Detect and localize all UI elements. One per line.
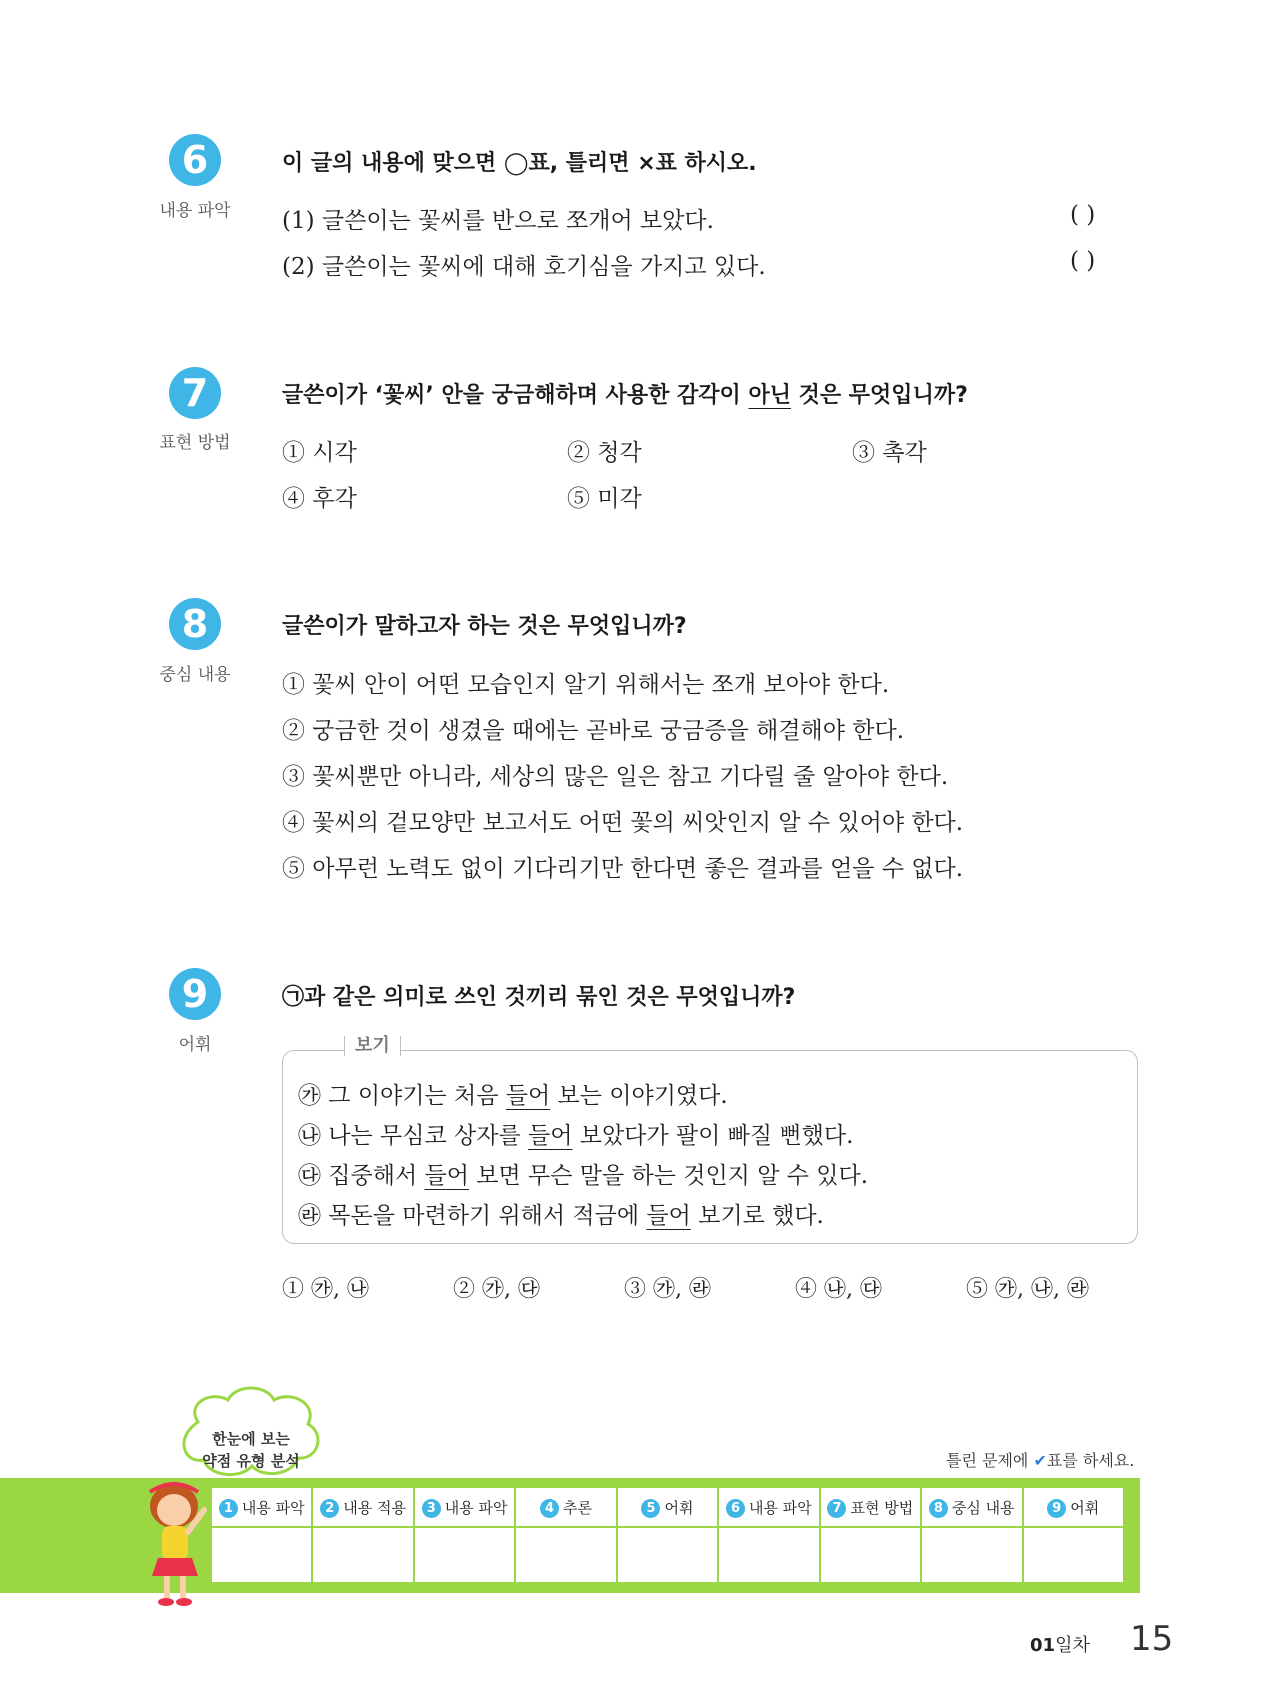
analysis-bubble-text: 한눈에 보는 약점 유형 분석 — [202, 1430, 300, 1470]
choice-1[interactable]: ① 꽃씨 안이 어떤 모습인지 알기 위해서는 쪼개 보아야 한다. — [282, 672, 890, 698]
question-category-6: 내용 파악 — [159, 201, 231, 221]
choice-4[interactable]: ④ ㉯, ㉰ — [795, 1277, 882, 1302]
choice-5[interactable]: ⑤ ㉮, ㉯, ㉱ — [966, 1277, 1089, 1302]
choice-1[interactable]: ① 시각 — [282, 440, 357, 466]
instruction-note: 틀린 문제에 ✔표를 하세요. — [946, 1451, 1135, 1470]
check-cell-3[interactable] — [414, 1527, 515, 1583]
page-number: 15 — [1130, 1619, 1174, 1659]
check-cell-9[interactable] — [1023, 1527, 1125, 1583]
choice-4[interactable]: ④ 후각 — [282, 486, 357, 512]
question-title-9: ㉠과 같은 의미로 쓰인 것끼리 묶인 것은 무엇입니까? — [282, 985, 796, 1010]
check-icon: ✔ — [1033, 1451, 1047, 1470]
column-header-4: 4 추론 — [515, 1487, 616, 1527]
choice-3[interactable]: ③ ㉮, ㉱ — [624, 1277, 711, 1302]
choice-4[interactable]: ④ 꽃씨의 겉모양만 보고서도 어떤 꽃의 씨앗인지 알 수 있어야 한다. — [282, 810, 964, 836]
column-header-2: 2 내용 적용 — [312, 1487, 413, 1527]
choice-2[interactable]: ② 궁금한 것이 생겼을 때에는 곧바로 궁금증을 해결해야 한다. — [282, 718, 905, 744]
girl-character-icon — [140, 1480, 210, 1610]
check-cell-2[interactable] — [312, 1527, 413, 1583]
check-cell-6[interactable] — [718, 1527, 819, 1583]
example-sentence-1: ㉮ 그 이야기는 처음 들어 보는 이야기였다. — [298, 1083, 728, 1109]
column-header-1: 1 내용 파악 — [211, 1487, 312, 1527]
example-sentence-4: ㉱ 목돈을 마련하기 위해서 적금에 들어 보기로 했다. — [298, 1203, 824, 1229]
example-box-label: 보기 — [344, 1036, 401, 1056]
question-category-9: 어휘 — [178, 1035, 212, 1055]
analysis-table — [210, 1486, 1125, 1584]
underlined-word: 아닌 — [748, 383, 791, 408]
statement-1: (1) 글쓴이는 꽃씨를 반으로 쪼개어 보았다. — [282, 208, 714, 234]
choice-3[interactable]: ③ 촉각 — [852, 440, 927, 466]
day-indicator: 01일차 — [1030, 1635, 1090, 1656]
answer-blank-2[interactable]: ( ) — [1070, 248, 1096, 274]
choice-5[interactable]: ⑤ 아무런 노력도 없이 기다리기만 한다면 좋은 결과를 얻을 수 없다. — [282, 856, 964, 882]
question-category-8: 중심 내용 — [159, 665, 231, 685]
check-cell-7[interactable] — [820, 1527, 921, 1583]
column-header-7: 7 표현 방법 — [820, 1487, 921, 1527]
column-header-8: 8 중심 내용 — [921, 1487, 1022, 1527]
question-number-6: 6 — [169, 134, 221, 186]
check-cell-4[interactable] — [515, 1527, 616, 1583]
choice-2[interactable]: ② ㉮, ㉰ — [453, 1277, 540, 1302]
column-header-3: 3 내용 파악 — [414, 1487, 515, 1527]
answer-blank-1[interactable]: ( ) — [1070, 202, 1096, 228]
check-cell-8[interactable] — [921, 1527, 1022, 1583]
question-number-7: 7 — [169, 367, 221, 419]
choice-1[interactable]: ① ㉮, ㉯ — [282, 1277, 369, 1302]
choice-2[interactable]: ② 청각 — [567, 440, 642, 466]
choice-3[interactable]: ③ 꽃씨뿐만 아니라, 세상의 많은 일은 참고 기다릴 줄 알아야 한다. — [282, 764, 949, 790]
column-header-9: 9 어휘 — [1023, 1487, 1125, 1527]
question-number-9: 9 — [169, 968, 221, 1020]
question-title-6: 이 글의 내용에 맞으면 ◯표, 틀리면 ×표 하시오. — [282, 151, 757, 176]
column-header-6: 6 내용 파악 — [718, 1487, 819, 1527]
example-sentence-3: ㉰ 집중해서 들어 보면 무슨 말을 하는 것인지 알 수 있다. — [298, 1163, 869, 1189]
choice-5[interactable]: ⑤ 미각 — [567, 486, 642, 512]
check-cell-5[interactable] — [617, 1527, 718, 1583]
question-title-7: 글쓴이가 ‘꽃씨’ 안을 궁금해하며 사용한 감각이 아닌 것은 무엇입니까? — [282, 383, 968, 408]
statement-2: (2) 글쓴이는 꽃씨에 대해 호기심을 가지고 있다. — [282, 254, 766, 280]
column-header-5: 5 어휘 — [617, 1487, 718, 1527]
check-cell-1[interactable] — [211, 1527, 312, 1583]
example-sentence-2: ㉯ 나는 무심코 상자를 들어 보았다가 팔이 빠질 뻔했다. — [298, 1123, 854, 1149]
question-title-8: 글쓴이가 말하고자 하는 것은 무엇입니까? — [282, 614, 687, 639]
question-number-8: 8 — [169, 598, 221, 650]
question-category-7: 표현 방법 — [159, 433, 231, 453]
